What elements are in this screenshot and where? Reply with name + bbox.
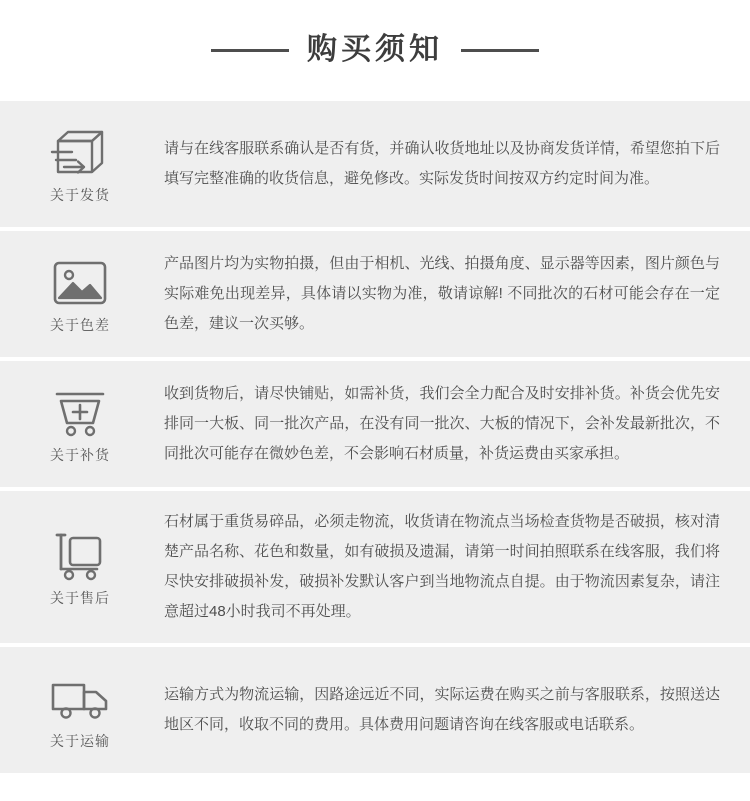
- notice-text: 石材属于重货易碎品，必须走物流，收货请在物流点当场检查货物是否破损，核对清楚产品名称、花色和数量，如有破损及遗漏，请第一时间拍照联系在线客服，我们将尽快安排破损补发，破损补发默认客户到当地物流点自提。由于物流因素复杂，请注意超过48小时我司不再处理。: [164, 513, 720, 620]
- header-rule-right: [461, 49, 539, 52]
- shipping-box-arrow-icon: [49, 127, 111, 179]
- notice-text: 运输方式为物流运输，因路途远近不同，实际运费在购买之前与客服联系，按照送达地区不同，收取不同的费用。具体费用问题请咨询在线客服或电话联系。: [164, 686, 720, 733]
- icon-cell: [0, 231, 160, 357]
- header-rule-left: [211, 49, 289, 52]
- page-header: [0, 0, 750, 101]
- icon-cell: [0, 647, 160, 773]
- delivery-truck-icon: [49, 673, 111, 725]
- text-cell: [160, 647, 750, 773]
- notice-text: 产品图片均为实物拍摄，但由于相机、光线、拍摄角度、显示器等因素，图片颜色与实际难免出现差异，具体请以实物为准，敬请谅解! 不同批次的石材可能会存在一定色差，建议一次买够。: [164, 255, 720, 332]
- notice-row-aftersales: [0, 491, 750, 647]
- icon-label: 关于色差: [50, 316, 110, 333]
- notice-row-shipping: [0, 101, 750, 231]
- notice-row-restock: [0, 361, 750, 491]
- icon-label: 关于补货: [50, 446, 110, 463]
- icon-label: 关于售后: [50, 589, 110, 606]
- hand-truck-icon: [49, 530, 111, 582]
- notice-text: 请与在线客服联系确认是否有货，并确认收货地址以及协商发货详情，希望您拍下后填写完整准确的收货信息，避免修改。实际发货时间按双方约定时间为准。: [164, 140, 720, 187]
- notice-row-transport: [0, 647, 750, 773]
- text-cell: [160, 361, 750, 487]
- page-title: 购买须知: [307, 32, 443, 66]
- notice-row-color: [0, 231, 750, 361]
- icon-cell: [0, 361, 160, 487]
- icon-label: 关于运输: [50, 732, 110, 749]
- notice-text: 收到货物后，请尽快铺贴，如需补货，我们会全力配合及时安排补货。补货会优先安排同一大板、同一批次产品，在没有同一批次、大板的情况下，会补发最新批次，不同批次可能存在微妙色差，不会影响石材质量，补货运费由买家承担。: [164, 385, 720, 462]
- text-cell: [160, 231, 750, 357]
- text-cell: [160, 101, 750, 227]
- text-cell: [160, 491, 750, 643]
- cart-plus-icon: [49, 387, 111, 439]
- icon-cell: [0, 491, 160, 643]
- image-picture-icon: [49, 257, 111, 309]
- icon-label: 关于发货: [50, 186, 110, 203]
- icon-cell: [0, 101, 160, 227]
